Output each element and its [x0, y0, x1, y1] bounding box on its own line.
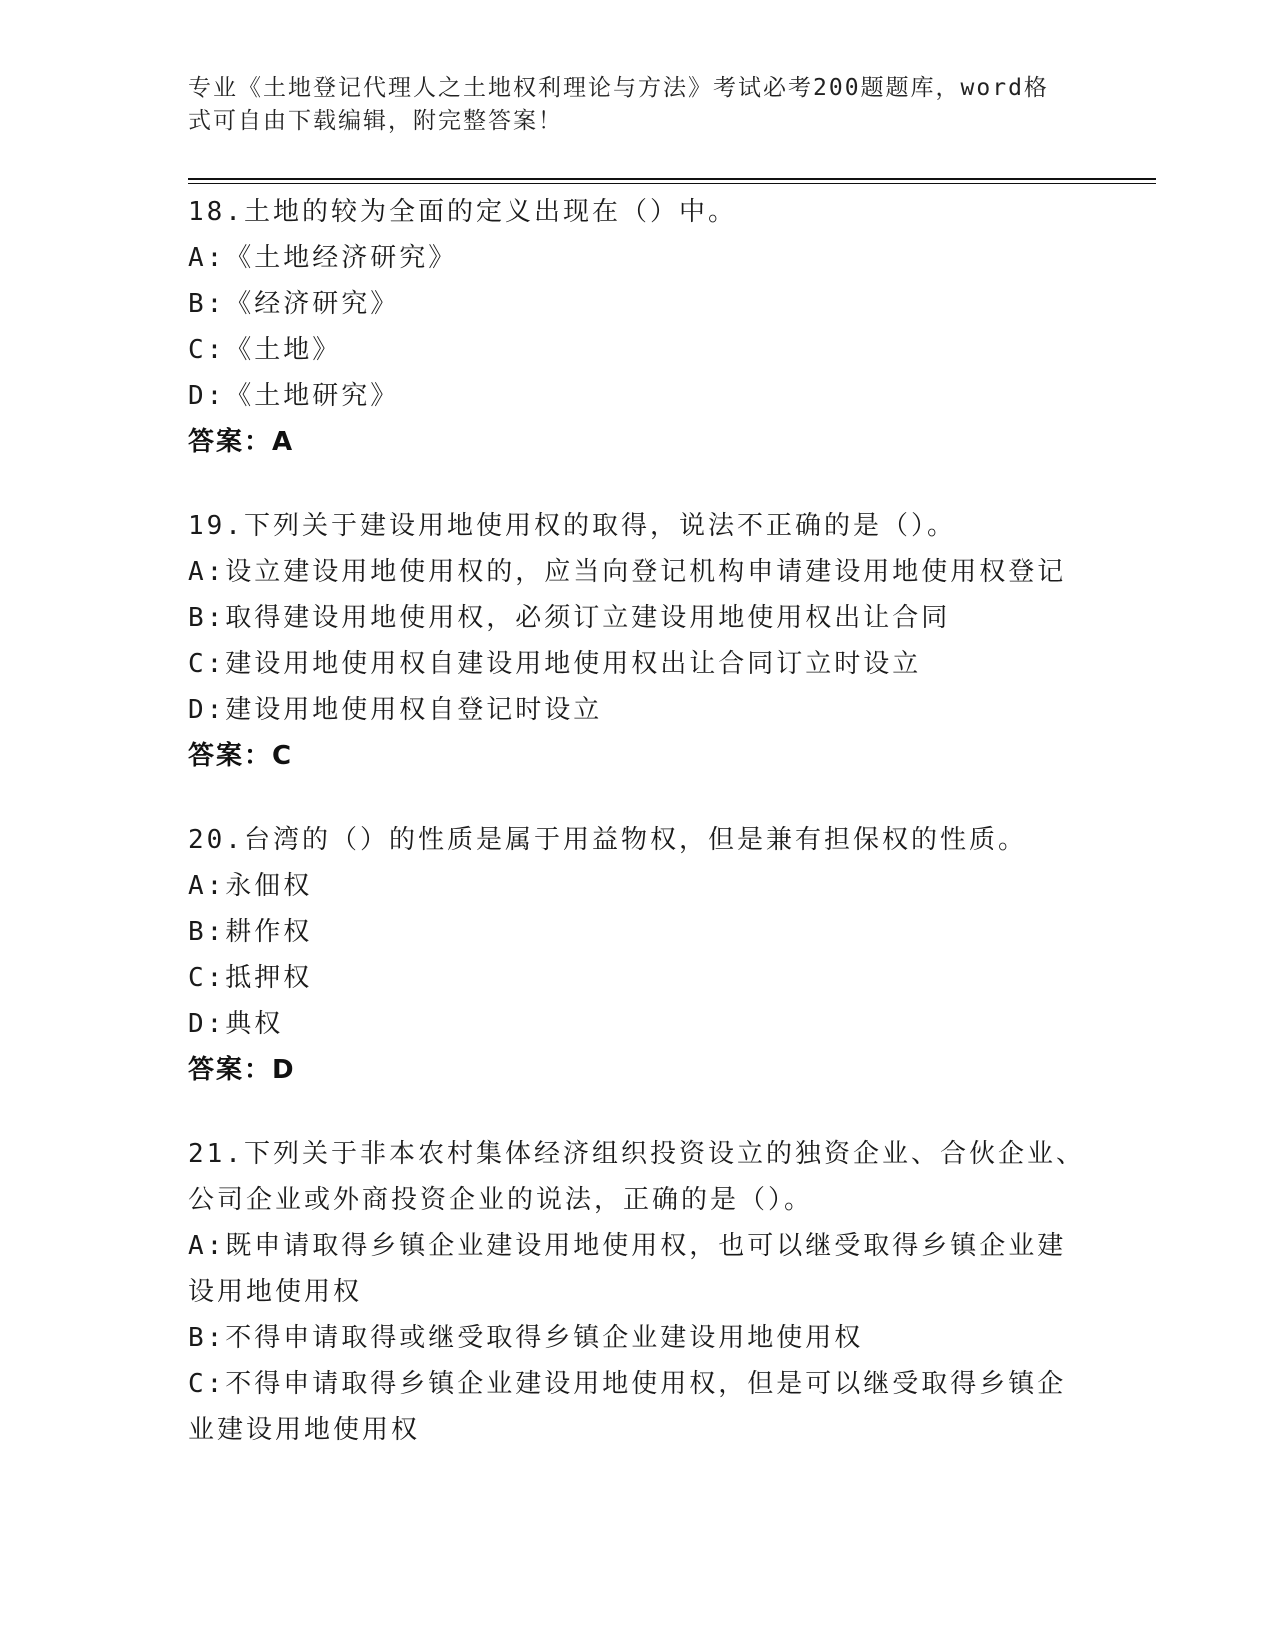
- question-18: [188, 189, 1088, 465]
- option-d: D:建设用地使用权自登记时设立: [188, 695, 603, 725]
- answer-line: 答案：A: [188, 427, 295, 457]
- option-a: A:永佃权: [188, 871, 313, 901]
- answer-line: 答案：D: [188, 1055, 296, 1085]
- question-stem: 21.下列关于非本农村集体经济组织投资设立的独资企业、合伙企业、公司企业或外商投资企业的说法，正确的是（）。: [188, 1139, 1085, 1215]
- question-stem: 18.土地的较为全面的定义出现在（）中。: [188, 197, 737, 227]
- question-19: [188, 503, 1088, 779]
- option-a: A:设立建设用地使用权的，应当向登记机构申请建设用地使用权登记: [188, 557, 1067, 587]
- question-stem: 19.下列关于建设用地使用权的取得，说法不正确的是（）。: [188, 511, 956, 541]
- option-b: B:不得申请取得或继受取得乡镇企业建设用地使用权: [188, 1323, 864, 1353]
- option-a: A:既申请取得乡镇企业建设用地使用权，也可以继受取得乡镇企业建设用地使用权: [188, 1231, 1067, 1307]
- answer-line: 答案：C: [188, 741, 294, 771]
- header-note: 专业《土地登记代理人之土地权利理论与方法》考试必考200题题库，word格式可自由下载编辑，附完整答案！: [188, 75, 1049, 134]
- option-b: B:《经济研究》: [188, 289, 400, 319]
- option-d: D:《土地研究》: [188, 381, 400, 411]
- option-c: C:不得申请取得乡镇企业建设用地使用权，但是可以继受取得乡镇企业建设用地使用权: [188, 1369, 1067, 1445]
- option-b: B:耕作权: [188, 917, 313, 947]
- option-b: B:取得建设用地使用权，必须订立建设用地使用权出让合同: [188, 603, 951, 633]
- question-list: [188, 189, 1088, 1491]
- option-c: C:《土地》: [188, 335, 342, 365]
- question-stem: 20.台湾的（）的性质是属于用益物权，但是兼有担保权的性质。: [188, 825, 1027, 855]
- header-rule-thick: [188, 178, 1156, 180]
- option-c: C:抵押权: [188, 963, 313, 993]
- option-c: C:建设用地使用权自建设用地使用权出让合同订立时设立: [188, 649, 922, 679]
- question-20: [188, 817, 1088, 1093]
- question-21: [188, 1131, 1088, 1453]
- option-d: D:典权: [188, 1009, 284, 1039]
- option-a: A:《土地经济研究》: [188, 243, 458, 273]
- header-rule-thin: [188, 183, 1156, 184]
